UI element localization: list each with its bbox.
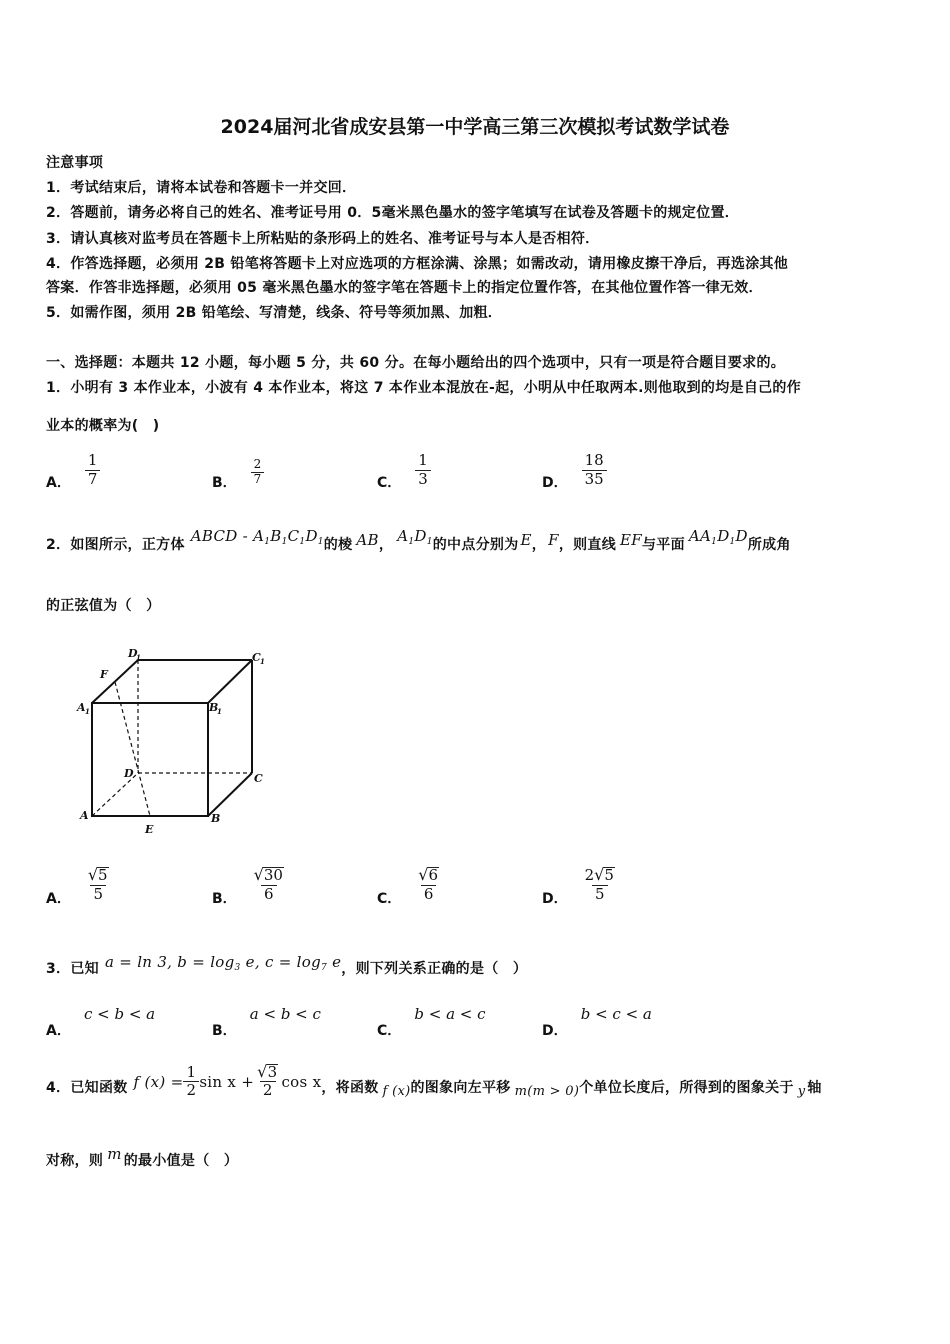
option-a: A． $\frac{1}{7}$ <box>46 448 100 492</box>
question-3-text: 3．已知 a = ln 3, $b = \log_3 e$, $c = \log_7 e$ ，则下列关系正确的是（ ） <box>46 953 528 977</box>
notice-item: 2．答题前，请务必将自己的姓名、准考证号用 0．5毫米黑色墨水的签字笔填写在试卷及答题卡的规定位置． <box>46 205 740 221</box>
option-b: B． $\frac{2}{7}$ <box>212 452 264 492</box>
cube-figure <box>72 642 282 838</box>
label-a1: A <box>77 701 86 714</box>
label-c: C <box>254 772 263 785</box>
cube-edge <box>92 660 138 703</box>
question-2-text-2: 的正弦值为（ ） <box>46 598 161 614</box>
label-a: A <box>80 809 89 822</box>
question-4-text-2: 对称，则 m 的最小值是（ ） <box>46 1145 239 1169</box>
option-c: C． √ 6 6 <box>377 865 439 907</box>
question-2-text: 2．如图所示，正方体 ABCD - $A_1B_1C_1D_1$ 的棱 AB ， $A_1D_1$ 的中点分别为 E ， F ，则直线 EF 与平面 $AA_1D_1D$ 所成角 <box>46 527 791 553</box>
notice-item: 3．请认真核对监考员在答题卡上所粘贴的条形码上的姓名、准考证号与本人是否相符． <box>46 231 600 247</box>
option-d: D． $\frac{18}{35}$ <box>542 448 607 492</box>
label-e: E <box>145 823 154 836</box>
option-b: B． a < b < c <box>212 1005 321 1039</box>
notice-heading: 注意事项 <box>46 155 104 171</box>
svg-text:1: 1 <box>85 707 90 716</box>
label-d1: D <box>128 647 138 660</box>
notice-item: 答案．作答非选择题，必须用 05 毫米黑色墨水的签字笔在答题卡上的指定位置作答，在其他位置作答一律无效． <box>46 280 763 296</box>
label-f: F <box>100 668 108 681</box>
notice-item: 4．作答选择题，必须用 2B 铅笔将答题卡上对应选项的方框涂满、涂黑；如需改动，请用橡皮擦干净后，再选涂其他 <box>46 256 789 272</box>
option-c: C． $\frac{1}{3}$ <box>377 448 431 492</box>
label-b: B <box>211 812 221 825</box>
notice-item: 1．考试结束后，请将本试卷和答题卡一并交回． <box>46 180 357 196</box>
label-b1: B <box>209 701 219 714</box>
option-d: D． 2 √ 5 5 <box>542 865 614 907</box>
question-1-text: 1．小明有 3 本作业本，小波有 4 本作业本，将这 7 本作业本混放在-起，小明从中任取两本.则他取到的均是自己的作 <box>46 380 802 396</box>
svg-text:1: 1 <box>217 707 222 716</box>
option-b: B． √ 30 6 <box>212 865 283 907</box>
page-title: 2024届河北省成安县第一中学高三第三次模拟考试数学试卷 <box>220 116 730 138</box>
svg-text:1: 1 <box>260 657 265 666</box>
label-c1: C <box>252 651 261 664</box>
notice-item: 5．如需作图，须用 2B 铅笔绘、写清楚，线条、符号等须加黑、加粗． <box>46 305 503 321</box>
question-4-text: 4．已知函数 f (x) = $\frac{1}{2}$ sin x + √ 3 2 cos x ，将函数 f (x) 的图象向左平移 m(m > 0) 个单位长度后，所得到的图象关于 y 轴 <box>46 1062 822 1100</box>
label-d: D <box>124 767 134 780</box>
option-d: D． b < c < a <box>542 1005 652 1039</box>
option-a: A． √ 5 5 <box>46 865 108 907</box>
cube-edge <box>208 773 252 816</box>
svg-text:1: 1 <box>136 653 141 662</box>
option-c: C． b < a < c <box>377 1005 486 1039</box>
option-a: A． c < b < a <box>46 1005 156 1039</box>
cube-edge <box>208 660 252 703</box>
question-1-text-2: 业本的概率为( ) <box>46 418 160 434</box>
section-heading: 一、选择题：本题共 12 小题，每小题 5 分，共 60 分。在每小题给出的四个选项中，只有一项是符合题目要求的。 <box>46 355 786 371</box>
